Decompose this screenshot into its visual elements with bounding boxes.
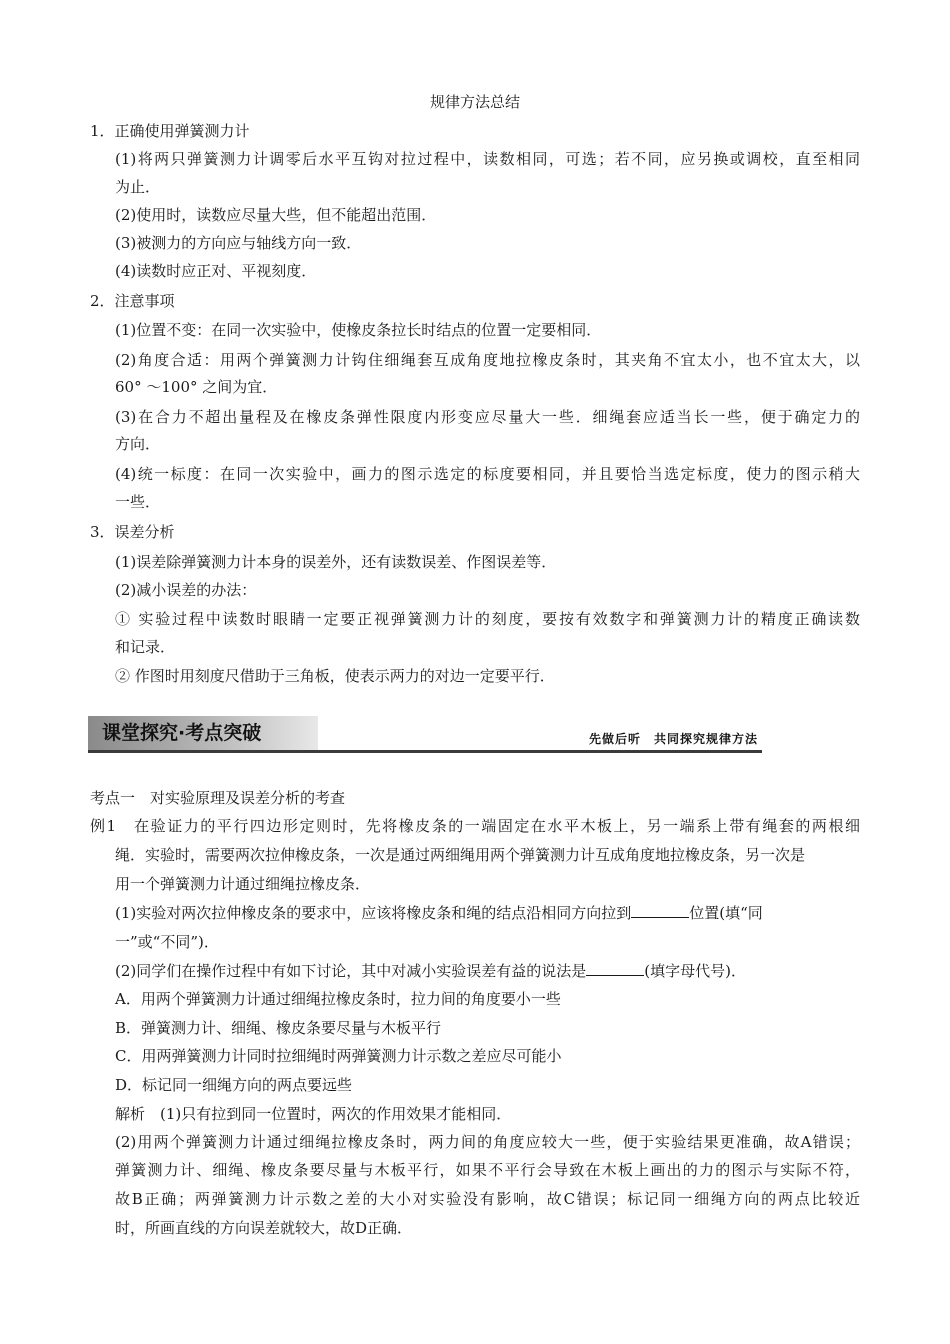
banner-rule xyxy=(88,750,762,753)
s3-c1b: 和记录． xyxy=(115,638,176,656)
ex1-line-a: 例1 在验证力的平行四边形定则时，先将橡皮条的一端固定在水平木板上，另一端系上带有绳套的两根细 xyxy=(90,817,860,835)
s2-title: 2．注意事项 xyxy=(90,292,175,310)
solution-2d: 时，所画直线的方向误差就较大，故D正确． xyxy=(115,1219,413,1237)
banner-subtitle: 先做后听 共同探究规律方法 xyxy=(588,732,758,746)
ex1-line-b: 绳．实验时，需要两次拉伸橡皮条，一次是通过两细绳用两个弹簧测力计互成角度地拉橡皮条，另一次是 xyxy=(115,846,806,864)
q1-text-post: 位置(填“同 xyxy=(689,904,763,922)
section-banner xyxy=(88,716,762,758)
s2-p3b: 方向． xyxy=(115,435,161,453)
s1-title: 1．正确使用弹簧测力计 xyxy=(90,122,250,140)
s3-title: 3．误差分析 xyxy=(90,523,175,541)
solution-2c: 故B正确；两弹簧测力计示数之差的大小对实验没有影响，故C错误；标记同一细绳方向的两点比较近 xyxy=(115,1190,860,1208)
q1-text-pre: (1)实验对两次拉伸橡皮条的要求中，应该将橡皮条和绳的结点沿相同方向拉到 xyxy=(115,904,632,922)
option-a: A．用两个弹簧测力计通过细绳拉橡皮条时，拉力间的角度要小一些 xyxy=(115,990,561,1008)
s1-p4: (4)读数时应正对、平视刻度． xyxy=(115,262,317,280)
q2-line xyxy=(115,961,746,981)
answer-blank-2[interactable] xyxy=(586,961,644,976)
solution-1: 解析 (1)只有拉到同一位置时，两次的作用效果才能相同． xyxy=(115,1105,512,1123)
s3-c2: ② 作图时用刻度尺借助于三角板，使表示两力的对边一定要平行． xyxy=(115,667,555,685)
q2-text-pre: (2)同学们在操作过程中有如下讨论，其中对减小实验误差有益的说法是 xyxy=(115,962,587,980)
s2-p1: (1)位置不变：在同一次实验中，使橡皮条拉长时结点的位置一定要相同． xyxy=(115,321,602,339)
s3-p1: (1)误差除弹簧测力计本身的误差外，还有读数误差、作图误差等． xyxy=(115,553,557,571)
kp-title: 考点一 对实验原理及误差分析的考查 xyxy=(90,789,346,807)
banner-title: 课堂探究·考点突破 xyxy=(102,722,262,744)
answer-blank-1[interactable] xyxy=(631,903,689,918)
ex1-line-c: 用一个弹簧测力计通过细绳拉橡皮条． xyxy=(115,875,371,893)
option-c: C．用两弹簧测力计同时拉细绳时两弹簧测力计示数之差应尽可能小 xyxy=(115,1047,562,1065)
s1-p1b: 为止． xyxy=(115,178,161,196)
option-b: B．弹簧测力计、细绳、橡皮条要尽量与木板平行 xyxy=(115,1019,442,1037)
s1-p1a: (1)将两只弹簧测力计调零后水平互钩对拉过程中，读数相同，可选；若不同，应另换或调校，直至相同 xyxy=(115,150,860,168)
section-heading: 规律方法总结 xyxy=(429,93,520,111)
solution-2a: (2)用两个弹簧测力计通过细绳拉橡皮条时，两力间的角度应较大一些，便于实验结果更准确，故A错误； xyxy=(115,1133,860,1151)
q2-text-post: (填字母代号)． xyxy=(644,962,746,980)
s3-c1a: ① 实验过程中读数时眼睛一定要正视弹簧测力计的刻度，要按有效数字和弹簧测力计的精度正确读数 xyxy=(115,610,860,628)
option-d: D．标记同一细绳方向的两点要远些 xyxy=(115,1076,353,1094)
solution-2b: 弹簧测力计、细绳、橡皮条要尽量与木板平行，如果不平行会导致在木板上画出的力的图示与实际不符， xyxy=(115,1161,860,1179)
s2-p4a: (4)统一标度：在同一次实验中，画力的图示选定的标度要相同，并且要恰当选定标度，使力的图示稍大 xyxy=(115,465,860,483)
s2-p2a: (2)角度合适：用两个弹簧测力计钩住细绳套互成角度地拉橡皮条时，其夹角不宜太小，也不宜太大，以 xyxy=(115,351,860,369)
q1-line-a xyxy=(115,903,763,923)
s2-p4b: 一些． xyxy=(115,493,161,511)
s1-p2: (2)使用时，读数应尽量大些，但不能超出范围． xyxy=(115,206,437,224)
s2-p2b: 60° ～100° 之间为宜． xyxy=(115,378,278,396)
q1-line-b: 一”或“不同”)． xyxy=(115,933,219,951)
s1-p3: (3)被测力的方向应与轴线方向一致． xyxy=(115,234,362,252)
s2-p3a: (3)在合力不超出量程及在橡皮条弹性限度内形变应尽量大一些．细绳套应适当长一些，便于确定力的 xyxy=(115,408,860,426)
s3-p2: (2)减小误差的办法： xyxy=(115,581,257,599)
